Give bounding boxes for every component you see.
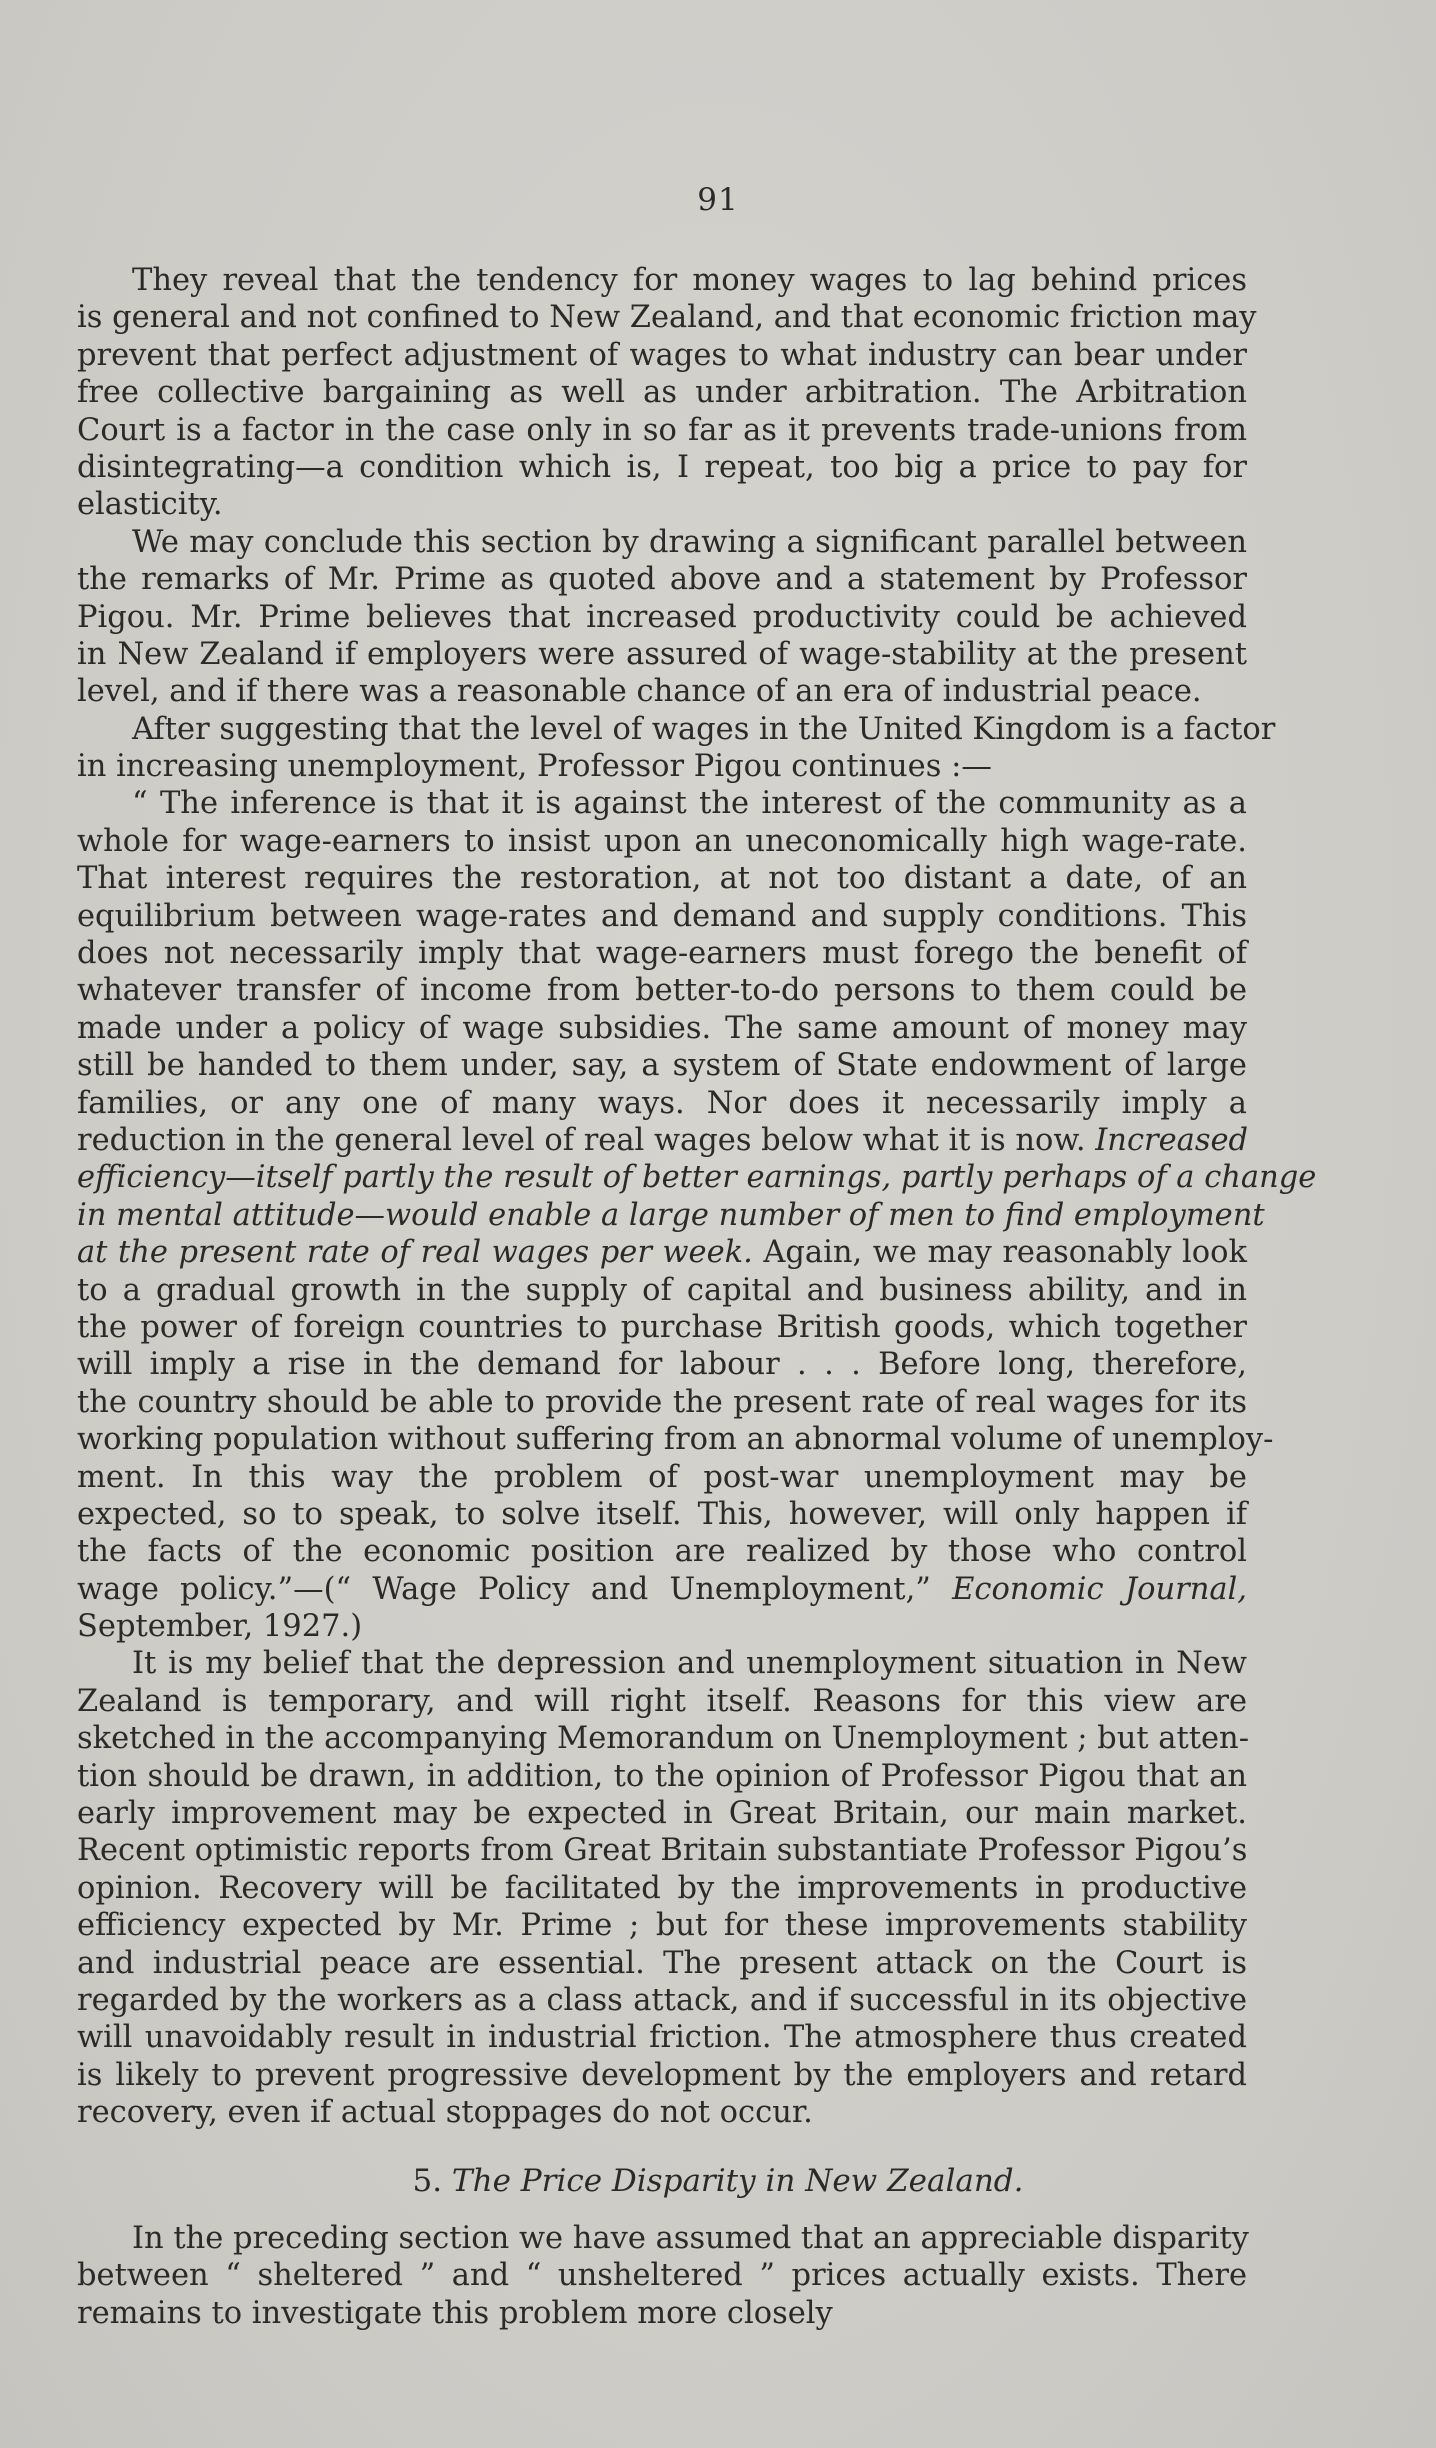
text-line: working population without suffering from an abnormal volume of unemploy- — [77, 1422, 1274, 1458]
text-line — [77, 1608, 1247, 1645]
text-line: opinion. Recovery will be facilitated by the improvements in productive — [77, 1870, 1247, 1906]
text-line: in increasing unemployment, Professor Pigou continues :— — [77, 749, 992, 785]
italic-text: in mental attitude—would enable a large number of men to find employment — [77, 1197, 1265, 1233]
text-line: prevent that perfect adjustment of wages to what industry can bear under — [77, 337, 1247, 373]
text-line: Zealand is temporary, and will right itself. Reasons for this view are — [77, 1683, 1247, 1719]
text-line: still be handed to them under, say, a system of State endowment of large — [77, 1048, 1247, 1084]
text-line: remains to investigate this problem more closely — [77, 2295, 833, 2331]
text-line: Recent optimistic reports from Great Britain substantiate Professor Pigou’s — [77, 1833, 1248, 1869]
italic-text: Increased — [1095, 1122, 1249, 1158]
text-line: to a gradual growth in the supply of capital and business ability, and in — [77, 1272, 1247, 1308]
text-line: elasticity. — [77, 487, 223, 523]
text-line: tion should be drawn, in addition, to the opinion of Professor Pigou that an — [77, 1758, 1247, 1794]
text-run: Again, we may reasonably look — [763, 1235, 1247, 1271]
text-line: Pigou. Mr. Prime believes that increased productivity could be achieved — [77, 599, 1247, 635]
text-line: the country should be able to provide the present rate of real wages for its — [77, 1384, 1247, 1420]
text-line: whole for wage-earners to insist upon an uneconomically high wage-rate. — [77, 823, 1247, 859]
section-title: The Price Disparity in New Zealand. — [451, 2163, 1024, 2199]
text-line: It is my belief that the depression and unemployment situation in New — [132, 1646, 1247, 1682]
text-line: expected, so to speak, to solve itself. This, however, will only happen if — [77, 1496, 1247, 1532]
text-line: the power of foreign countries to purchase British goods, which together — [77, 1309, 1247, 1345]
text-line: equilibrium between wage-rates and demand and supply conditions. This — [77, 898, 1247, 934]
citation-block — [77, 1571, 1247, 1646]
text-line — [77, 1122, 1247, 1159]
paragraph-group-4 — [77, 2220, 1247, 2332]
text-run: reduction in the general level of real wages below what it is now. — [77, 1122, 1086, 1158]
text-line: recovery, even if actual stoppages do not occur. — [77, 2095, 813, 2131]
quote-italic-block — [77, 1122, 1317, 1272]
section-heading — [0, 2163, 1436, 2199]
text-line — [77, 1234, 1247, 1271]
text-line — [77, 1571, 1247, 1608]
text-line: ment. In this way the problem of post-war unemployment may be — [77, 1459, 1247, 1495]
paragraph-group-2 — [77, 1272, 1274, 1571]
text-line: between “ sheltered ” and “ unsheltered ” prices actually exists. There — [77, 2258, 1247, 2294]
text-line: will unavoidably result in industrial friction. The atmosphere thus created — [77, 2020, 1247, 2056]
text-line: and industrial peace are essential. The present attack on the Court is — [77, 1945, 1247, 1981]
text-line: the facts of the economic position are realized by those who control — [77, 1534, 1247, 1570]
text-line: After suggesting that the level of wages in the United Kingdom is a factor — [132, 711, 1276, 747]
citation-text: wage policy.”—(“ Wage Policy and Unemployment,” — [77, 1571, 931, 1607]
text-line: families, or any one of many ways. Nor does it necessarily imply a — [77, 1085, 1247, 1121]
journal-title: Economic Journal, — [952, 1571, 1248, 1607]
paragraph-group-3 — [77, 1645, 1250, 2131]
text-line: made under a policy of wage subsidies. The same amount of money may — [77, 1010, 1247, 1046]
text-line: is general and not confined to New Zealand, and that economic friction may — [77, 300, 1257, 336]
text-line — [77, 1159, 1317, 1196]
text-line: disintegrating—a condition which is, I repeat, too big a price to pay for — [77, 449, 1247, 485]
text-line: efficiency expected by Mr. Prime ; but for these improvements stability — [77, 1908, 1247, 1944]
text-line: early improvement may be expected in Great Britain, our main market. — [77, 1796, 1247, 1832]
text-line: They reveal that the tendency for money wages to lag behind prices — [132, 263, 1247, 298]
text-line: the remarks of Mr. Prime as quoted above and a statement by Professor — [77, 562, 1247, 598]
text-line: “ The inference is that it is against the interest of the community as a — [132, 786, 1247, 822]
text-line: free collective bargaining as well as under arbitration. The Arbitration — [77, 375, 1247, 411]
italic-text: at the present rate of real wages per week. — [77, 1235, 753, 1271]
italic-text: efficiency—itself partly the result of better earnings, partly perhaps of a change — [77, 1160, 1317, 1196]
body-text — [77, 262, 1317, 2132]
text-line: In the preceding section we have assumed that an appreciable disparity — [132, 2221, 1249, 2256]
text-line: Court is a factor in the case only in so far as it prevents trade-unions from — [77, 412, 1247, 448]
text-line: is likely to prevent progressive development by the employers and retard — [77, 2057, 1247, 2093]
text-line: will imply a rise in the demand for labour . . . Before long, therefore, — [77, 1347, 1247, 1383]
tail-paragraph — [77, 2220, 1247, 2332]
text-line: whatever transfer of income from better-to-do persons to them could be — [77, 973, 1247, 1009]
text-line: That interest requires the restoration, at not too distant a date, of an — [77, 861, 1247, 897]
page-number: 91 — [697, 182, 739, 218]
citation-date: September, 1927.) — [77, 1609, 363, 1645]
text-line: does not necessarily imply that wage-earners must forego the benefit of — [77, 936, 1247, 972]
text-line: level, and if there was a reasonable chance of an era of industrial peace. — [77, 674, 1202, 710]
text-line — [77, 1197, 1265, 1234]
text-line: We may conclude this section by drawing a significant parallel between — [132, 524, 1247, 560]
text-line: regarded by the workers as a class attack, and if successful in its objective — [77, 1982, 1247, 2018]
text-line: sketched in the accompanying Memorandum on Unemployment ; but atten- — [77, 1721, 1250, 1757]
paragraph-group-1 — [77, 262, 1276, 1122]
text-line: in New Zealand if employers were assured of wage-stability at the present — [77, 636, 1247, 672]
section-number: 5. — [412, 2163, 443, 2199]
